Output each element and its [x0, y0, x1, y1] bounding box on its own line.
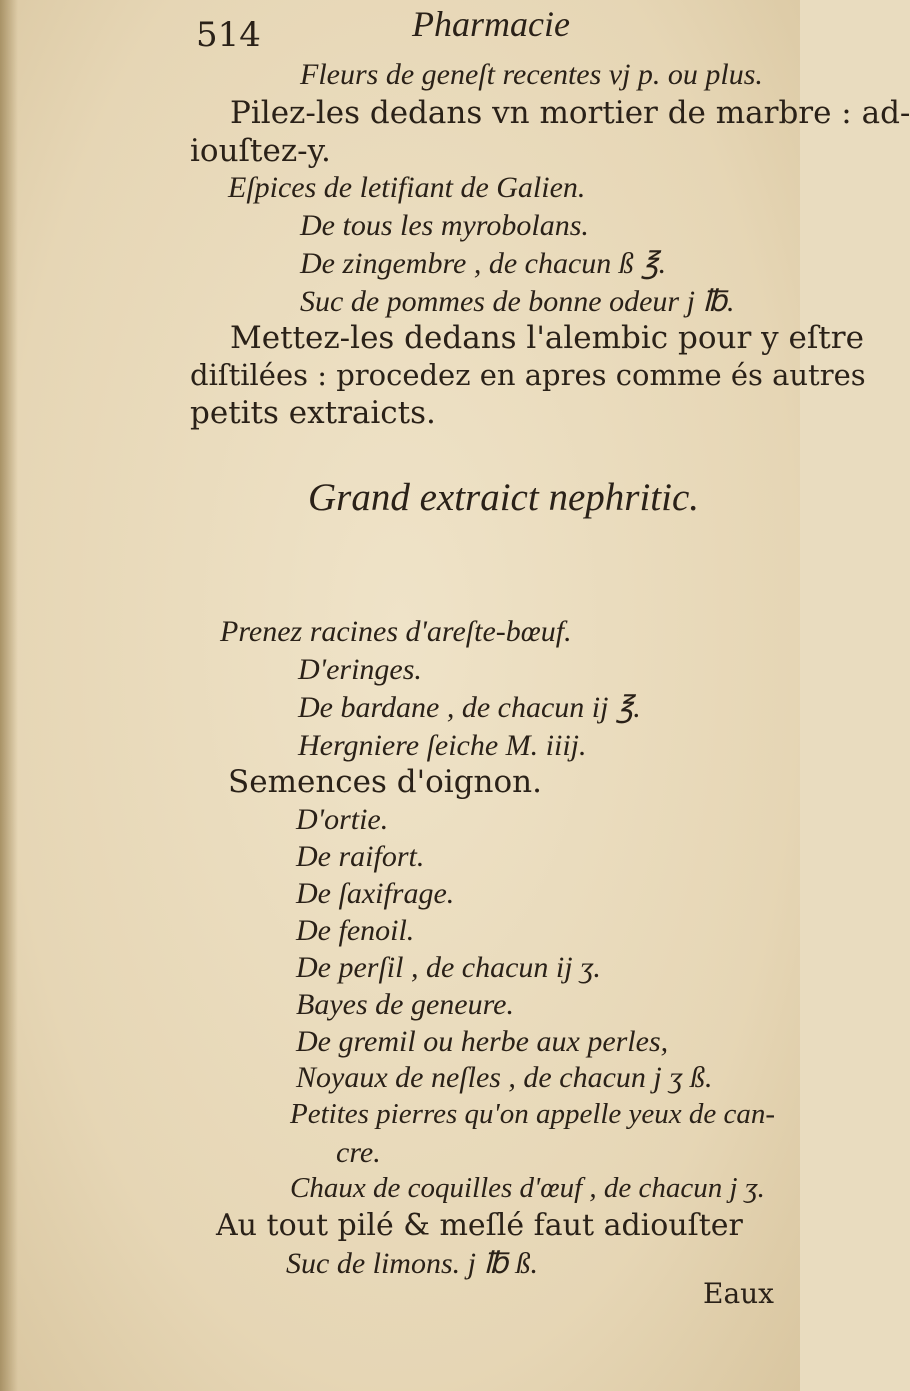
text-line: petits extraicts.	[190, 395, 436, 431]
text-line: De zingembre , de chacun ß ℥.	[300, 247, 667, 280]
text-line: De ſaxifrage.	[296, 877, 455, 910]
text-line: Mettez-les dedans l'alembic pour y eſtre	[230, 320, 864, 356]
text-line: De perſil , de chacun ij ʒ.	[296, 951, 601, 984]
text-line: diſtilées : procedez en apres comme és autres	[190, 358, 866, 392]
running-head: Pharmacie	[412, 4, 570, 44]
text-line: Chaux de coquilles d'œuf , de chacun j ʒ.	[290, 1172, 765, 1204]
text-line: Au tout pilé & meſlé faut adiouſter	[216, 1208, 743, 1243]
text-line: Bayes de geneure.	[296, 988, 514, 1021]
text-line: Petites pierres qu'on appelle yeux de can-	[290, 1098, 776, 1130]
text-line: D'ortie.	[296, 803, 389, 836]
catchword: Eaux	[703, 1277, 774, 1310]
text-line: Noyaux de neſles , de chacun j ʒ ß.	[296, 1061, 713, 1094]
text-line: Fleurs de geneſt recentes vj p. ou plus.	[300, 58, 763, 91]
text-line: Suc de pommes de bonne odeur j ℔.	[300, 285, 735, 318]
text-line: De tous les myrobolans.	[300, 209, 589, 242]
text-line: Suc de limons. j ℔ ß.	[286, 1247, 539, 1280]
text-line: De bardane , de chacun ij ℥.	[298, 691, 641, 724]
text-line: Eſpices de letifiant de Galien.	[228, 171, 586, 204]
section-heading: Grand extraict nephritic.	[308, 476, 700, 519]
text-line: Pilez-les dedans vn mortier de marbre : ad-	[230, 95, 910, 131]
text-line: Semences d'oignon.	[228, 764, 542, 800]
text-line: Prenez racines d'areſte-bœuf.	[220, 615, 572, 648]
text-line: cre.	[336, 1136, 381, 1169]
text-line: De gremil ou herbe aux perles,	[296, 1025, 669, 1058]
binding-shadow	[0, 0, 18, 1391]
page-number: 514	[196, 15, 261, 55]
text-line: De fenoil.	[296, 914, 415, 947]
text-line: D'eringes.	[298, 653, 422, 686]
text-line: iouſtez-y.	[190, 133, 331, 169]
text-line: De raifort.	[296, 840, 425, 873]
text-line: Hergniere ſeiche M. iiij.	[298, 729, 587, 762]
